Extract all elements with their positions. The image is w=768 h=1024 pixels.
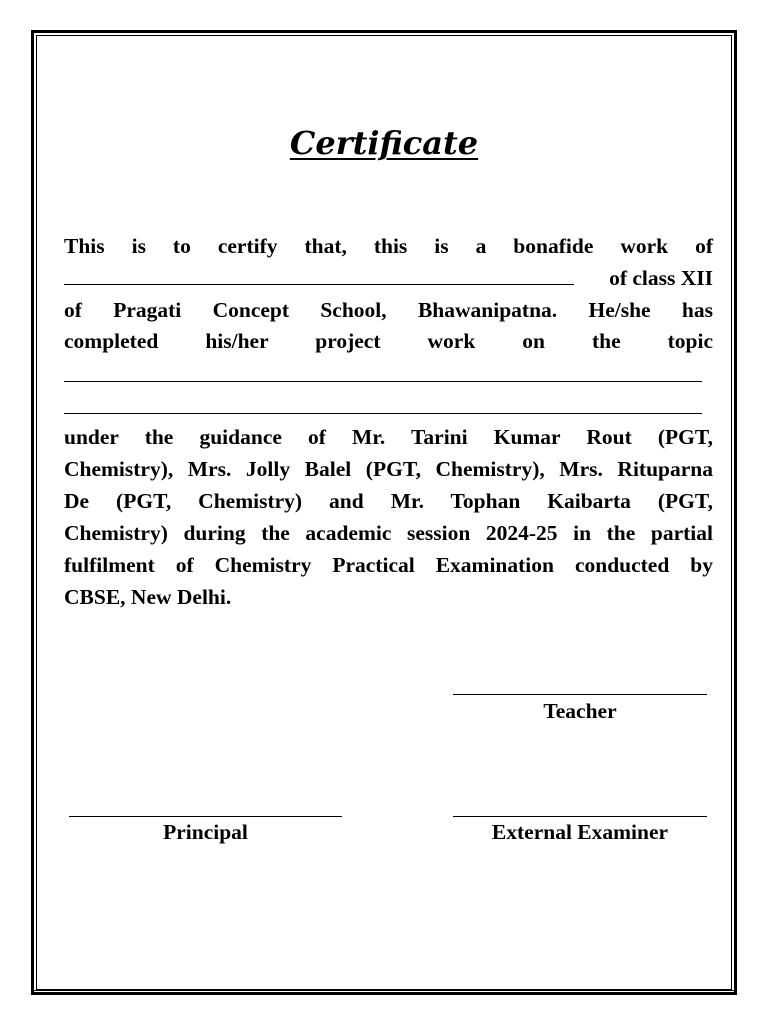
certificate-title-text: Certificate bbox=[289, 124, 479, 162]
body-line-12: CBSE, New Delhi. bbox=[64, 585, 232, 609]
principal-signature-line bbox=[69, 816, 342, 817]
body-line-7: under the guidance of Mr. Tarini Kumar Rout (PGT, bbox=[64, 425, 713, 449]
student-name-blank bbox=[64, 262, 574, 285]
topic-blank-1 bbox=[64, 381, 702, 382]
class-text: of class XII bbox=[609, 266, 713, 290]
body-line-11: fulfilment of Chemistry Practical Examination conducted by bbox=[64, 553, 713, 577]
principal-label: Principal bbox=[163, 820, 248, 844]
body-line-3: of Pragati Concept School, Bhawanipatna. He/she has bbox=[64, 298, 713, 322]
external-examiner-label: External Examiner bbox=[491, 820, 669, 844]
teacher-label: Teacher bbox=[543, 699, 617, 723]
body-line-1: This is to certify that, this is a bonafide work of bbox=[64, 234, 713, 258]
external-examiner-signature-line bbox=[453, 816, 707, 817]
teacher-signature-line bbox=[453, 694, 707, 695]
body-line-8: Chemistry), Mrs. Jolly Balel (PGT, Chemistry), Mrs. Rituparna bbox=[64, 457, 713, 481]
body-line-2 bbox=[64, 262, 713, 294]
body-line-10: Chemistry) during the academic session 2024-25 in the partial bbox=[64, 521, 713, 545]
topic-blank-2 bbox=[64, 413, 702, 414]
certificate-title bbox=[0, 124, 768, 162]
page-border-bottom-rule bbox=[31, 990, 737, 991]
body-line-4: completed his/her project work on the topic bbox=[64, 329, 713, 353]
body-line-9: De (PGT, Chemistry) and Mr. Tophan Kaibarta (PGT, bbox=[64, 489, 713, 513]
